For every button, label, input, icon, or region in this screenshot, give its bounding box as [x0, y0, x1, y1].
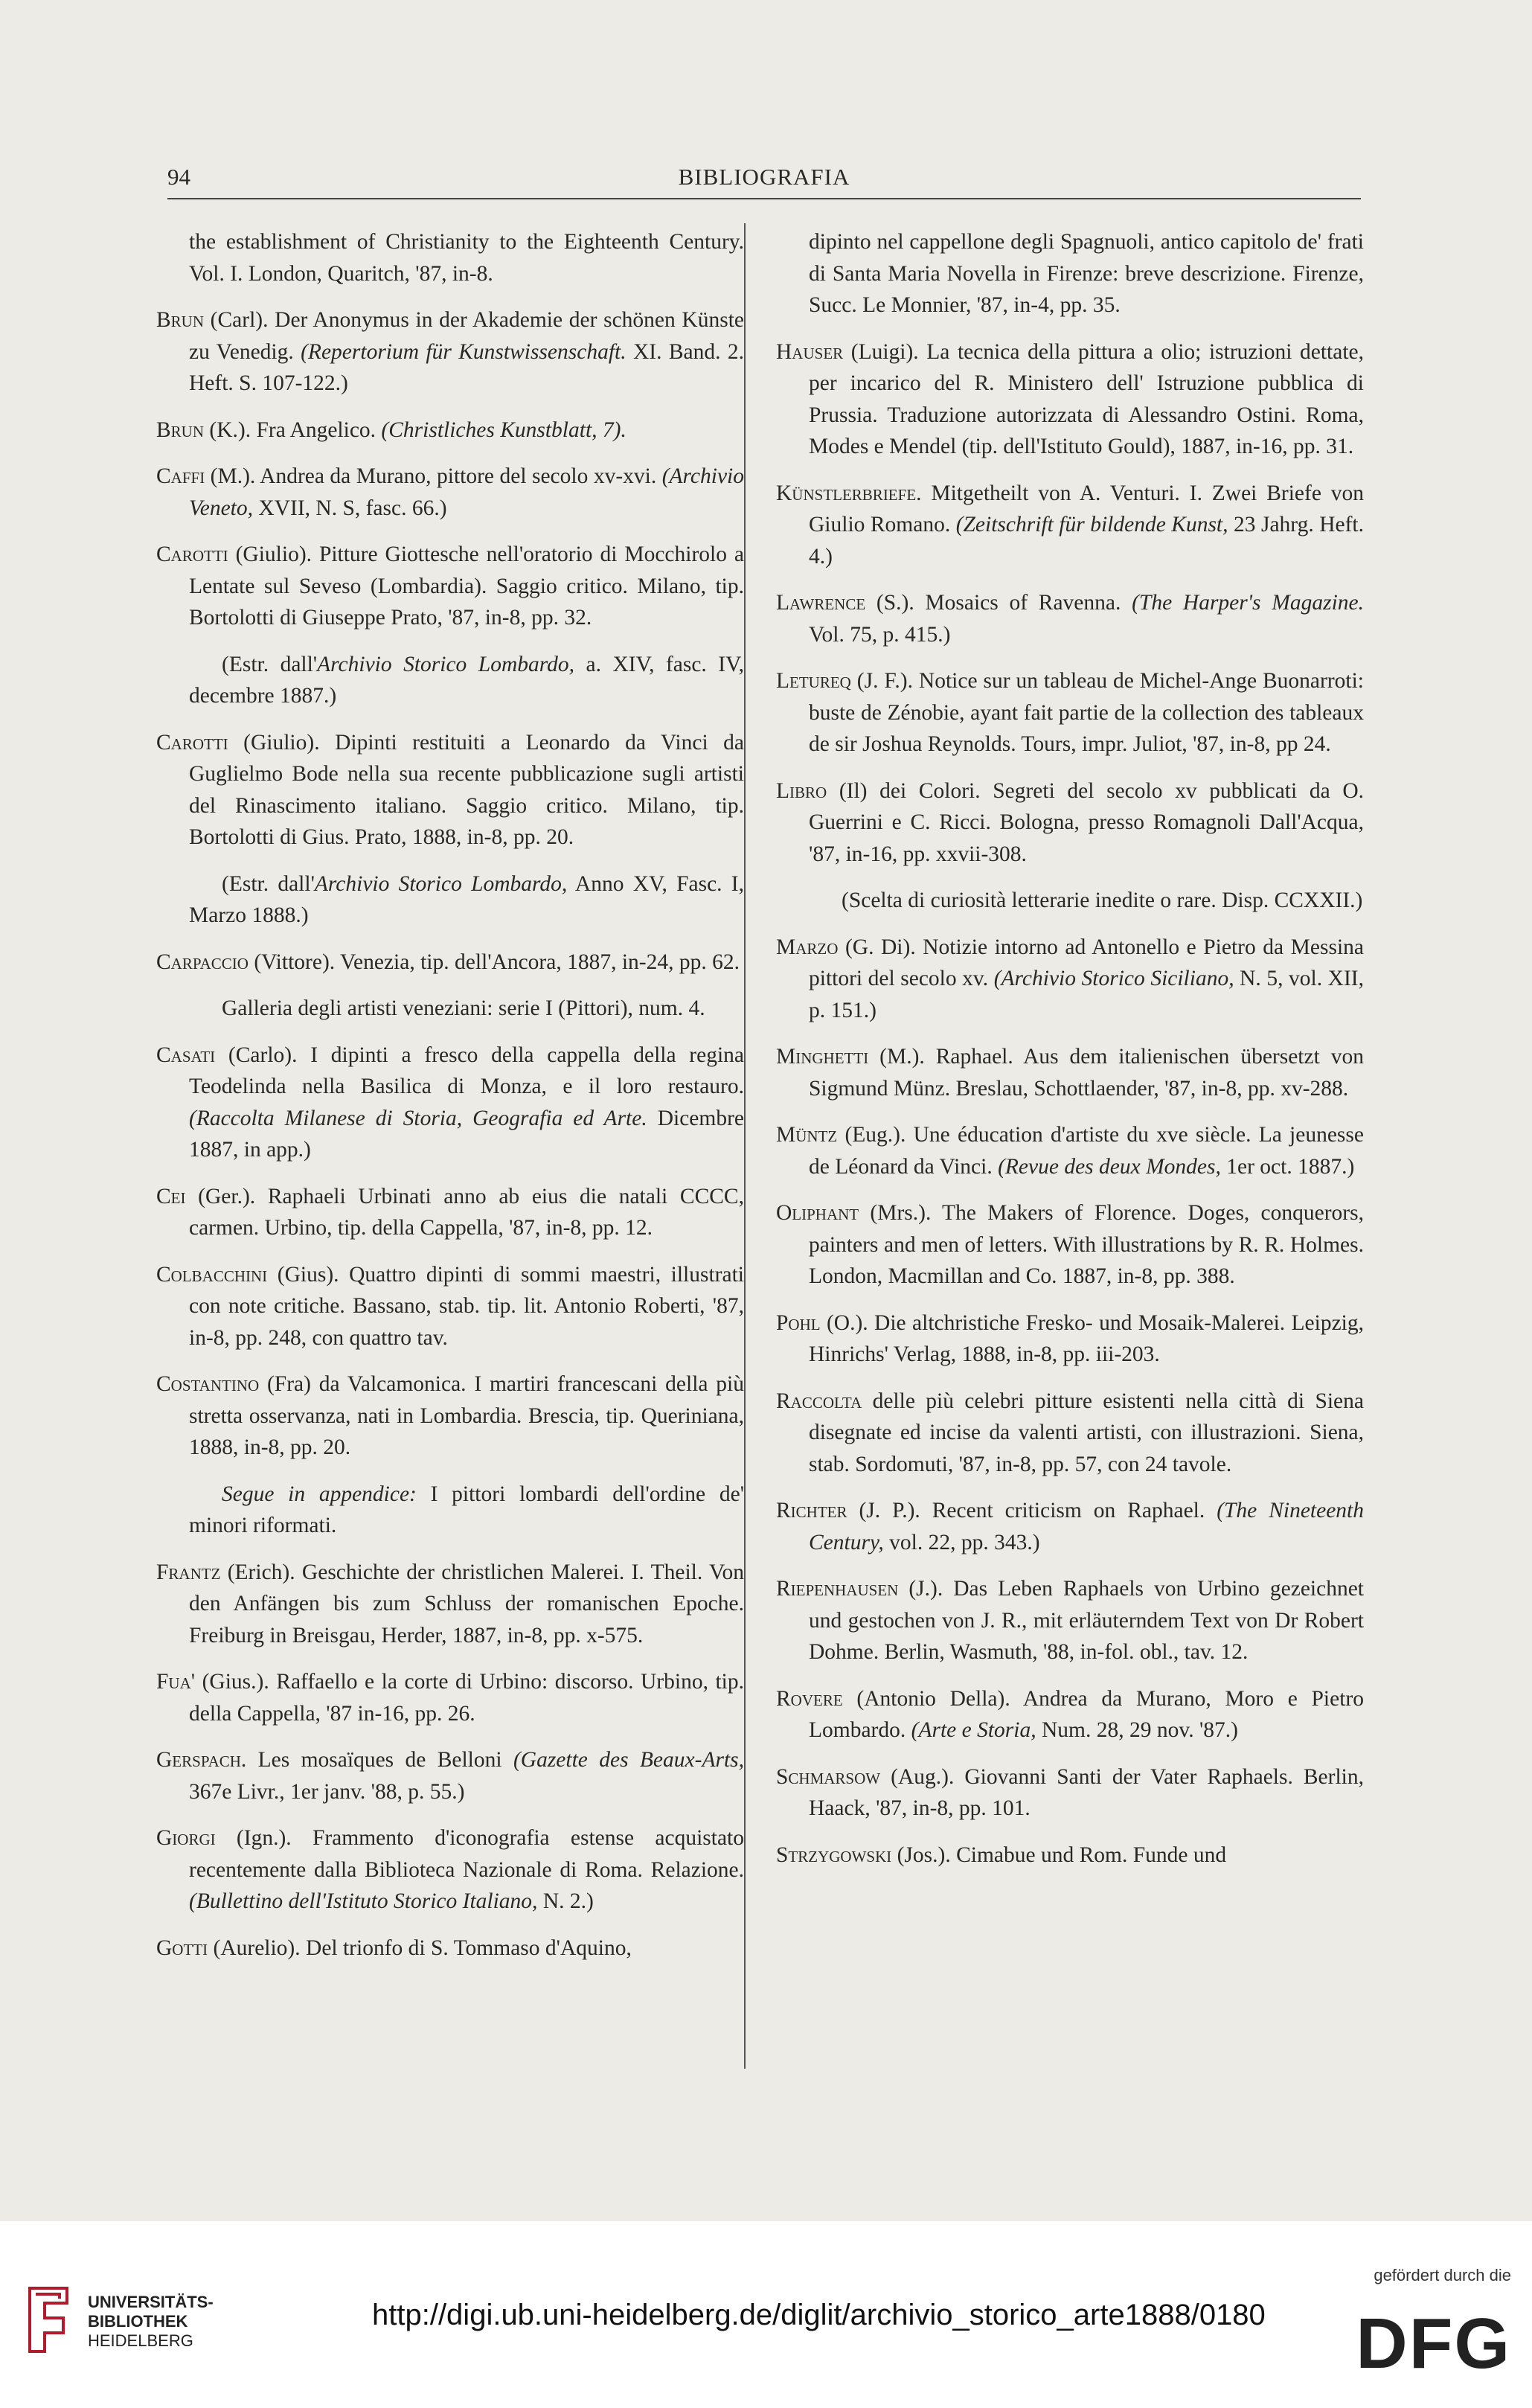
entry-author: Marzo — [776, 935, 839, 959]
university-name — [88, 2293, 214, 2351]
entry-author: Giorgi — [156, 1826, 216, 1850]
entry-text-tail: Anno XV, Fasc. I, Marzo 1888.) — [189, 871, 744, 927]
page-number: 94 — [167, 164, 190, 190]
right-column — [776, 226, 1364, 1886]
entry-text: Galleria degli artisti veneziani: serie I (Pittori), num. 4. — [222, 996, 705, 1020]
entry-author: Brun — [156, 308, 205, 332]
bibliography-entry — [776, 1041, 1364, 1104]
entry-title-italic: (Zeitschrift für bildende Kunst, — [955, 513, 1228, 537]
entry-text: (Eug.). Une éducation d'artiste du xve siècle. La jeunesse de Léonard da Vinci. — [809, 1123, 1364, 1179]
bibliography-entry — [156, 304, 744, 400]
entry-author: Libro — [776, 778, 827, 803]
bibliography-entry — [776, 1683, 1364, 1746]
entry-author: Carotti — [156, 730, 228, 755]
entry-author: Müntz — [776, 1123, 838, 1147]
bibliography-entry — [776, 665, 1364, 760]
entry-text: (J. P.). Recent criticism on Raphael. — [847, 1499, 1217, 1522]
entry-author: Casati — [156, 1043, 216, 1067]
bibliography-entry — [776, 1839, 1364, 1871]
entry-title-italic: (Repertorium für Kunstwissenschaft. — [301, 339, 626, 364]
entry-title-italic: (The Harper's Magazine. — [1132, 591, 1364, 615]
entry-text: (Jos.). Cimabue und Rom. Funde und — [891, 1842, 1227, 1867]
entry-note — [189, 649, 744, 712]
entry-text: Les mosaïques de Belloni — [246, 1748, 513, 1772]
entry-note — [189, 993, 744, 1025]
entry-title-italic: (Raccolta Milanese di Storia, Geografia ed Arte. — [189, 1106, 647, 1130]
entry-text-tail: 23 Jahrg. Heft. 4.) — [809, 513, 1364, 569]
entry-author: Caffi — [156, 464, 205, 488]
entry-text: (M.). Raphael. Aus dem italienischen übersetzt von Sigmund Münz. Breslau, Schottlaender, '87, in-8, pp. xv-288. — [809, 1045, 1364, 1101]
bibliography-entry — [776, 932, 1364, 1027]
entry-text: (Carl). Der Anonymus in der Akademie der schönen Künste zu Venedig. — [189, 308, 744, 364]
entry-title-italic: Archivio Storico Lombardo, — [314, 871, 568, 896]
entry-text: (Gius). Quattro dipinti di sommi maestri, illustrati con note critiche. Bassano, stab. tip. lit. Antonio Roberti, '87, in-8, pp. 248, con quattro tav. — [189, 1262, 744, 1350]
bibliography-entry — [156, 1259, 744, 1354]
entry-text: (Antonio Della). Andrea da Murano, Moro e Pietro Lombardo. — [809, 1686, 1364, 1742]
entry-text: (Vittore). Venezia, tip. dell'Ancora, 1887, in-24, pp. 62. — [248, 950, 740, 974]
entry-text-tail: 367e Livr., 1er janv. '88, p. 55.) — [189, 1779, 465, 1804]
entry-text-tail: vol. 22, pp. 343.) — [883, 1530, 1040, 1554]
university-name-line2: BIBLIOTHEK — [88, 2312, 188, 2331]
entry-text: (Carlo). I dipinti a fresco della cappella della regina Teodelinda nella Basilica di Monza, e il loro restauro. — [189, 1043, 744, 1098]
entry-text-tail: 1er oct. 1887.) — [1220, 1154, 1355, 1179]
entry-text: (J.). Das Leben Raphaels von Urbino gezeichnet und gestochen von J. R., mit erläuterndem Text von Dr Robert Dohme. Berlin, Wasmuth, '88, in-fol. obl., tav. 12. — [809, 1577, 1364, 1664]
entry-author: Carpaccio — [156, 950, 249, 974]
bibliography-entry — [156, 226, 744, 289]
entry-text: Mitgetheilt von A. Venturi. I. Zwei Briefe von Giulio Romano. — [809, 481, 1364, 537]
entry-author: Künstlerbriefe. — [776, 481, 922, 505]
bibliography-entry — [156, 1040, 744, 1166]
entry-author: Gotti — [156, 1935, 208, 1960]
bibliography-entry — [776, 587, 1364, 650]
entry-author: Fua' — [156, 1670, 196, 1694]
entry-text-tail: N. 5, vol. XII, p. 151.) — [809, 967, 1364, 1022]
entry-author: Lawrence — [776, 591, 866, 615]
entry-author: Cei — [156, 1184, 186, 1208]
entry-author: Pohl — [776, 1310, 821, 1335]
entry-text: (K.). Fra Angelico. — [204, 417, 382, 442]
entry-author: Frantz — [156, 1560, 221, 1584]
entry-title-italic: (Gazette des Beaux-Arts, — [513, 1748, 744, 1772]
entry-author: Hauser — [776, 339, 844, 364]
university-name-line1: UNIVERSITÄTS- — [88, 2293, 214, 2311]
entry-author: Schmarsow — [776, 1764, 881, 1789]
bibliography-entry — [156, 414, 744, 446]
entry-text: (Luigi). La tecnica della pittura a olio; istruzioni dettate, per incarico del R. Ministero dell' Istruzione pubblica di Prussia. Traduzione autorizzata di Alessandro Ostini. Roma, Modes e Mendel (tip. dell'Istituto Gould), 1887, in-16, pp. 31. — [809, 339, 1364, 458]
entry-title-italic: (Christliches Kunstblatt, 7). — [381, 417, 626, 442]
entry-author: Oliphant — [776, 1201, 859, 1225]
bibliography-entry — [776, 1307, 1364, 1371]
bibliography-entry — [156, 1368, 744, 1464]
entry-title-italic: Segue in appendice: — [222, 1482, 417, 1506]
bibliography-entry — [156, 947, 744, 979]
entry-author: Rovere — [776, 1686, 843, 1711]
entry-title-italic: (Archivio Storico Siciliano, — [993, 967, 1234, 990]
entry-text: (Mrs.). The Makers of Florence. Doges, conquerors, painters and men of letters. With illustrations by R. R. Holmes. London, Macmillan and Co. 1887, in-8, pp. 388. — [809, 1201, 1364, 1288]
entry-note — [189, 868, 744, 932]
entry-text: (G. Di). Notizie intorno ad Antonello e Pietro da Messina pittori del secolo xv. — [809, 935, 1364, 990]
bibliography-entry — [156, 1557, 744, 1652]
entry-text: (Erich). Geschichte der christlichen Malerei. I. Theil. Von den Anfängen bis zum Schluss der romanischen Epoche. Freiburg in Breisgau, Herder, 1887, in-8, pp. x-575. — [189, 1560, 744, 1648]
page-header — [167, 162, 1361, 199]
bibliography-entry — [776, 1761, 1364, 1825]
university-name-line3: HEIDELBERG — [88, 2331, 193, 2350]
bibliography-entry — [156, 1181, 744, 1244]
bibliography-entry — [776, 478, 1364, 573]
entry-author: Raccolta — [776, 1389, 862, 1413]
entry-text: dipinto nel cappellone degli Spagnuoli, antico capitolo de' frati di Santa Maria Novella in Firenze: breve descrizione. Firenze, Succ. Le Monnier, '87, in-4, pp. 35. — [809, 230, 1364, 317]
entry-author: Costantino — [156, 1372, 260, 1396]
entry-text: (M.). Andrea da Murano, pittore del secolo xv-xvi. — [205, 464, 662, 488]
entry-title-italic: (Arte e Storia, — [911, 1718, 1036, 1742]
entry-title-italic: (Archivio Veneto, — [189, 464, 744, 520]
entry-author: Minghetti — [776, 1045, 869, 1069]
entry-text: (Gius.). Raffaello e la corte di Urbino: discorso. Urbino, tip. della Cappella, '87 in-16, pp. 26. — [189, 1670, 744, 1726]
entry-text: (J. F.). Notice sur un tableau de Michel-Ange Buonarroti: buste de Zénobie, ayant fait partie de la collection des tableaux de sir Joshua Reynolds. Tours, impr. Juliot, '87, in-8, pp 24. — [809, 669, 1364, 756]
entry-text: (Aurelio). Del trionfo di S. Tommaso d'Aquino, — [208, 1935, 632, 1960]
entry-note — [809, 885, 1364, 917]
bibliography-entry — [156, 539, 744, 634]
footer-bar — [0, 2221, 1532, 2408]
entry-author: Colbacchini — [156, 1262, 268, 1287]
entry-text-tail: N. 2.) — [537, 1889, 594, 1913]
entry-text-tail: Vol. 75, p. 415.) — [809, 622, 951, 647]
bibliography-entry — [156, 1822, 744, 1918]
left-column — [156, 226, 744, 1979]
entry-title-italic: (The Nineteenth Century, — [809, 1499, 1365, 1554]
entry-author: Letureq — [776, 669, 851, 693]
university-logo-icon — [22, 2281, 76, 2355]
dfg-logo: DFG — [1356, 2304, 1511, 2383]
entry-text-tail: a. XIV, fasc. IV, decembre 1887.) — [189, 652, 744, 708]
entry-title-italic: (Revue des deux Mondes, — [998, 1154, 1221, 1179]
entry-author: Strzygowski — [776, 1842, 892, 1867]
entry-text-tail: Dicembre 1887, in app.) — [189, 1106, 744, 1162]
bibliography-entry — [776, 1386, 1364, 1481]
entry-text: (Giulio). Pitture Giottesche nell'oratorio di Mocchirolo a Lentate sul Seveso (Lombardia). Saggio critico. Milano, tip. Bortolotti di Giuseppe Prato, '87, in-8, pp. 32. — [189, 542, 744, 630]
entry-text-tail: XVII, N. S, fasc. 66.) — [253, 496, 447, 520]
bibliography-entry — [156, 1933, 744, 1964]
entry-text: (Il) dei Colori. Segreti del secolo xv pubblicati da O. Guerrini e C. Ricci. Bologna, presso Romagnoli Dall'Acqua, '87, in-16, pp. xxvii-308. — [809, 778, 1364, 866]
entry-text-tail: Num. 28, 29 nov. '87.) — [1036, 1718, 1238, 1742]
bibliography-entry — [776, 1119, 1364, 1182]
entry-text: (Aug.). Giovanni Santi der Vater Raphaels. Berlin, Haack, '87, in-8, pp. 101. — [809, 1764, 1364, 1820]
entry-text-tail: XI. Band. 2. Heft. S. 107-122.) — [189, 339, 744, 395]
entry-title-italic: Archivio Storico Lombardo, — [317, 652, 575, 676]
bibliography-entry — [156, 727, 744, 854]
bibliography-entry — [776, 1573, 1364, 1668]
running-title: BIBLIOGRAFIA — [678, 164, 850, 190]
entry-text: the establishment of Christianity to the Eighteenth Century. Vol. I. London, Quaritch, '87, in-8. — [189, 230, 744, 286]
entry-text: (Estr. dall' — [222, 871, 315, 896]
entry-text: delle più celebri pitture esistenti nella città di Siena disegnate ed incise da valenti artisti, con illustrazioni. Siena, stab. Sordomuti, '87, in-8, pp. 57, con 24 tavole. — [809, 1389, 1364, 1476]
bibliography-entry — [156, 461, 744, 524]
entry-author: Brun — [156, 417, 205, 442]
funding-label: gefördert durch die — [1374, 2266, 1511, 2284]
entry-title-italic: (Bullettino dell'Istituto Storico Italiano, — [189, 1889, 538, 1913]
entry-author: Carotti — [156, 542, 228, 566]
entry-author: Richter — [776, 1499, 847, 1522]
entry-text-tail: I pittori lombardi dell'ordine de' minori riformati. — [189, 1482, 745, 1537]
bibliography-entry — [776, 775, 1364, 871]
entry-text: (O.). Die altchristiche Fresko- und Mosaik-Malerei. Leipzig, Hinrichs' Verlag, 1888, in-8, pp. iii-203. — [809, 1310, 1364, 1366]
entry-author: Gerspach. — [156, 1748, 247, 1772]
entry-note — [189, 1479, 744, 1542]
entry-text: (Scelta di curiosità letterarie inedite o rare. Disp. CCXXII.) — [842, 888, 1363, 912]
entry-text: (Giulio). Dipinti restituiti a Leonardo da Vinci da Guglielmo Bode nella sua recente pubblicazione sugli artisti del Rinascimento italiano. Saggio critico. Milano, tip. Bortolotti di Gius. Prato, 1888, in-8, pp. 20. — [189, 730, 744, 849]
entry-text: (Fra) da Valcamonica. I martiri francescani della più stretta osservanza, nati in Lombardia. Brescia, tip. Queriniana, 1888, in-8, pp. 20. — [189, 1372, 744, 1459]
bibliography-entry — [776, 1495, 1364, 1558]
entry-text: (Estr. dall' — [222, 652, 318, 676]
source-url-link[interactable]: http://digi.ub.uni-heidelberg.de/diglit/archivio_storico_arte1888/0180 — [372, 2299, 1266, 2331]
bibliography-entry — [776, 226, 1364, 321]
bibliography-entry — [156, 1666, 744, 1729]
bibliography-entry — [776, 1197, 1364, 1293]
bibliography-entry — [156, 1744, 744, 1807]
entry-text: (S.). Mosaics of Ravenna. — [865, 591, 1132, 615]
entry-text: (Ger.). Raphaeli Urbinati anno ab eius die natali CCCC, carmen. Urbino, tip. della Cappella, '87, in-8, pp. 12. — [185, 1184, 744, 1240]
column-divider — [744, 223, 746, 2069]
entry-author: Riepenhausen — [776, 1577, 899, 1601]
entry-text: (Ign.). Frammento d'iconografia estense acquistato recentemente dalla Biblioteca Nazionale di Roma. Relazione. — [189, 1826, 744, 1882]
bibliography-entry — [776, 336, 1364, 463]
